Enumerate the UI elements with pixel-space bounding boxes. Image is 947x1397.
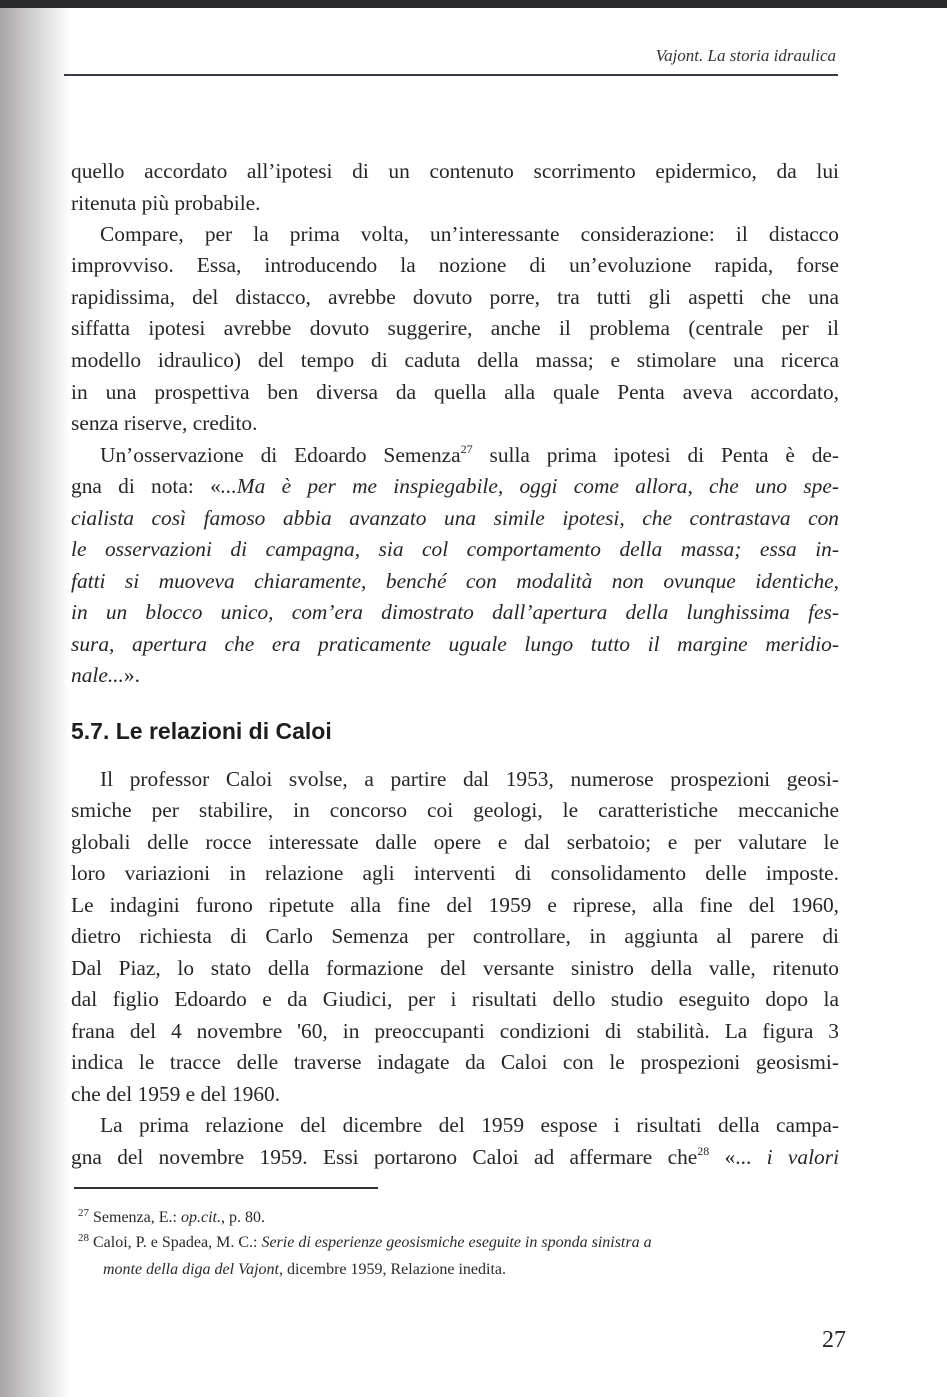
body-line: Compare, per la prima volta, un’interessante considerazione: il distacco xyxy=(100,222,839,246)
body-line: dietro richiesta di Carlo Semenza per controllare, in aggiunta al parere di xyxy=(71,924,839,948)
footnote-ref-28: 28 xyxy=(697,1144,710,1158)
text-run: gna del novembre 1959. Essi portarono Caloi ad affermare che xyxy=(71,1145,698,1169)
footnote-27 xyxy=(78,1208,265,1228)
quote-line: fatti si muoveva chiaramente, benché con modalità non ovunque identiche, xyxy=(71,569,839,593)
body-line: modello idraulico) del tempo di caduta della massa; e stimolare una ricerca xyxy=(71,348,839,372)
footnote-text: , dicembre 1959, Relazione inedita. xyxy=(278,1261,507,1278)
body-line xyxy=(71,1144,839,1170)
body-line: Il professor Caloi svolse, a partire dal 1953, numerose prospezioni geosi- xyxy=(100,767,839,791)
footnote-italic: Serie di esperienze geosismiche eseguite in sponda sinistra a xyxy=(261,1234,652,1251)
running-head: Vajont. La storia idraulica xyxy=(655,46,836,65)
quote-line: sura, apertura che era praticamente uguale lungo tutto il margine meridio- xyxy=(71,632,839,656)
quote-run: nale... xyxy=(71,663,124,687)
body-line: in una prospettiva ben diversa da quella alla quale Penta aveva accordato, xyxy=(71,380,839,404)
footnote-number: 27 xyxy=(78,1207,89,1219)
quote-run: i valori xyxy=(766,1145,840,1169)
text-run: sulla prima ipotesi di Penta è de- xyxy=(472,443,840,467)
page-number: 27 xyxy=(822,1327,846,1353)
footnote-number: 28 xyxy=(78,1232,89,1244)
body-line: frana del 4 novembre '60, in preoccupanti condizioni di stabilità. La figura 3 xyxy=(71,1019,839,1043)
footnote-text: Caloi, P. e Spadea, M. C.: xyxy=(89,1234,262,1251)
body-line: smiche per stabilire, in concorso coi geologi, le caratteristiche meccaniche xyxy=(71,798,839,822)
body-line: rapidissima, del distacco, avrebbe dovuto porre, tra tutti gli aspetti che una xyxy=(71,285,839,309)
body-line: globali delle rocce interessate dalle opere e dal serbatoio; e per valutare le xyxy=(71,830,839,854)
body-line: improvviso. Essa, introducendo la nozione di un’evoluzione rapida, forse xyxy=(71,253,839,277)
quote-line: cialista così famoso abbia avanzato una simile ipotesi, che contrastava con xyxy=(71,506,839,530)
text-run: gna di nota: « xyxy=(71,474,221,498)
body-line: loro variazioni in relazione agli interventi di consolidamento delle imposte. xyxy=(71,861,839,885)
body-line: siffatta ipotesi avrebbe dovuto suggerire, anche il problema (centrale per il xyxy=(71,316,839,340)
footnote-italic: monte della diga del Vajont xyxy=(103,1261,279,1278)
footnote-ref-27: 27 xyxy=(460,442,473,456)
body-line: dal figlio Edoardo e da Giudici, per i risultati dello studio eseguito dopo la xyxy=(71,987,839,1011)
footnote-28 xyxy=(78,1233,652,1253)
body-line: che del 1959 e del 1960. xyxy=(71,1082,281,1106)
scan-top-edge xyxy=(0,0,947,8)
footnote-italic: op.cit. xyxy=(180,1209,221,1226)
book-gutter-shadow xyxy=(0,8,70,1397)
body-line: Le indagini furono ripetute alla fine del 1959 e riprese, alla fine del 1960, xyxy=(71,893,839,917)
body-line: quello accordato all’ipotesi di un contenuto scorrimento epidermico, da lui xyxy=(71,159,839,183)
quote-line: in un blocco unico, com’era dimostrato dall’apertura della lunghissima fes- xyxy=(71,600,839,624)
body-line xyxy=(71,473,839,499)
text-run: Un’osservazione di Edoardo Semenza xyxy=(100,443,461,467)
text-run: ». xyxy=(123,663,140,687)
footnote-rule xyxy=(74,1187,378,1189)
quote-run: ...Ma è per me inspiegabile, oggi come allora, che uno spe- xyxy=(220,474,839,498)
body-line: ritenuta più probabile. xyxy=(71,191,261,215)
body-line xyxy=(100,442,839,468)
body-line xyxy=(71,662,839,688)
body-line: senza riserve, credito. xyxy=(71,411,258,435)
body-line: indica le tracce delle traverse indagate da Caloi con le prospezioni geosismi- xyxy=(71,1050,839,1074)
footnote-text: Semenza, E.: xyxy=(89,1209,181,1226)
text-run: «... xyxy=(709,1145,767,1169)
footnote-28-continued xyxy=(103,1260,506,1280)
body-line: La prima relazione del dicembre del 1959 espose i risultati della campa- xyxy=(100,1113,839,1137)
body-line: Dal Piaz, lo stato della formazione del versante sinistro della valle, ritenuto xyxy=(71,956,839,980)
quote-line: le osservazioni di campagna, sia col comportamento della massa; essa in- xyxy=(71,537,839,561)
header-rule xyxy=(64,74,838,76)
section-heading: 5.7. Le relazioni di Caloi xyxy=(71,718,332,744)
footnote-text: , p. 80. xyxy=(220,1209,265,1226)
